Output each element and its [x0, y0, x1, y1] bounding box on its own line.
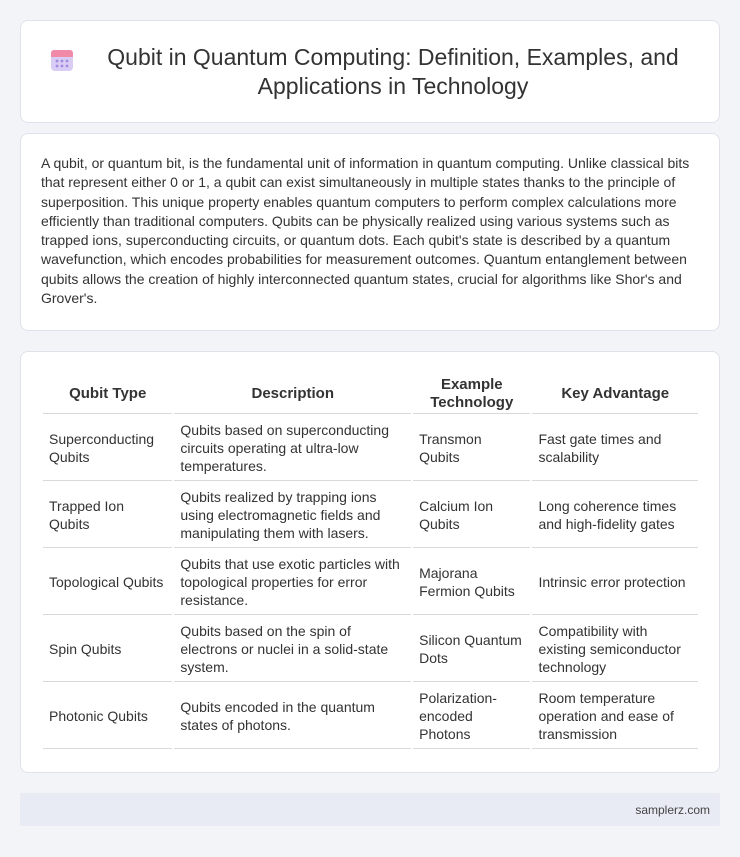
- cell-qubit-type: Trapped Ion Qubits: [43, 483, 172, 548]
- cell-qubit-type: Topological Qubits: [43, 550, 172, 615]
- header-qubit-type: Qubit Type: [43, 374, 172, 414]
- cell-description: Qubits encoded in the quantum states of photons.: [174, 684, 411, 749]
- table-row: [43, 416, 698, 481]
- table-header-row: [43, 374, 698, 414]
- qubit-table: [41, 372, 700, 751]
- table-row: [43, 550, 698, 615]
- cell-example-technology: Silicon Quantum Dots: [413, 617, 530, 682]
- table-row: [43, 684, 698, 749]
- cell-example-technology: Calcium Ion Qubits: [413, 483, 530, 548]
- cell-example-technology: Transmon Qubits: [413, 416, 530, 481]
- cell-key-advantage: Fast gate times and scalability: [532, 416, 698, 481]
- cell-key-advantage: Room temperature operation and ease of transmission: [532, 684, 698, 749]
- intro-card: [20, 133, 720, 331]
- cell-description: Qubits realized by trapping ions using electromagnetic fields and manipulating them with lasers.: [174, 483, 411, 548]
- cell-description: Qubits based on the spin of electrons or nuclei in a solid-state system.: [174, 617, 411, 682]
- cell-key-advantage: Long coherence times and high-fidelity gates: [532, 483, 698, 548]
- cell-key-advantage: Intrinsic error protection: [532, 550, 698, 615]
- title-card: [20, 20, 720, 123]
- cell-example-technology: Polarization-encoded Photons: [413, 684, 530, 749]
- cell-qubit-type: Spin Qubits: [43, 617, 172, 682]
- table-row: [43, 483, 698, 548]
- footer-site-link[interactable]: samplerz.com: [635, 802, 710, 817]
- footer: [20, 793, 720, 826]
- cell-example-technology: Majorana Fermion Qubits: [413, 550, 530, 615]
- header-description: Description: [174, 374, 411, 414]
- header-key-advantage: Key Advantage: [532, 374, 698, 414]
- intro-paragraph: A qubit, or quantum bit, is the fundamental unit of information in quantum computing. Unlike classical bits that represent either 0 or 1, a qubit can exist simultaneously in multiple states thanks to the principle of superposition. This unique property enables quantum computers to perform complex calculations more efficiently than traditional computers. Qubits can be physically realized using various systems such as trapped ions, superconducting circuits, or quantum dots. Each qubit's state is described by a quantum wavefunction, which encodes probabilities for measurement outcomes. Quantum entanglement between qubits allows the creation of highly interconnected quantum states, crucial for algorithms like Shor's and Grover's.: [41, 155, 690, 307]
- table-row: [43, 617, 698, 682]
- cell-key-advantage: Compatibility with existing semiconductor technology: [532, 617, 698, 682]
- table-card: [20, 351, 720, 773]
- header-example-technology: Example Technology: [413, 374, 530, 414]
- cell-description: Qubits based on superconducting circuits operating at ultra-low temperatures.: [174, 416, 411, 481]
- cell-qubit-type: Superconducting Qubits: [43, 416, 172, 481]
- calendar-icon: [49, 47, 75, 73]
- cell-qubit-type: Photonic Qubits: [43, 684, 172, 749]
- page-title: Qubit in Quantum Computing: Definition, Examples, and Applications in Technology: [107, 43, 679, 99]
- title-wrap: [21, 43, 719, 101]
- cell-description: Qubits that use exotic particles with topological properties for error resistance.: [174, 550, 411, 615]
